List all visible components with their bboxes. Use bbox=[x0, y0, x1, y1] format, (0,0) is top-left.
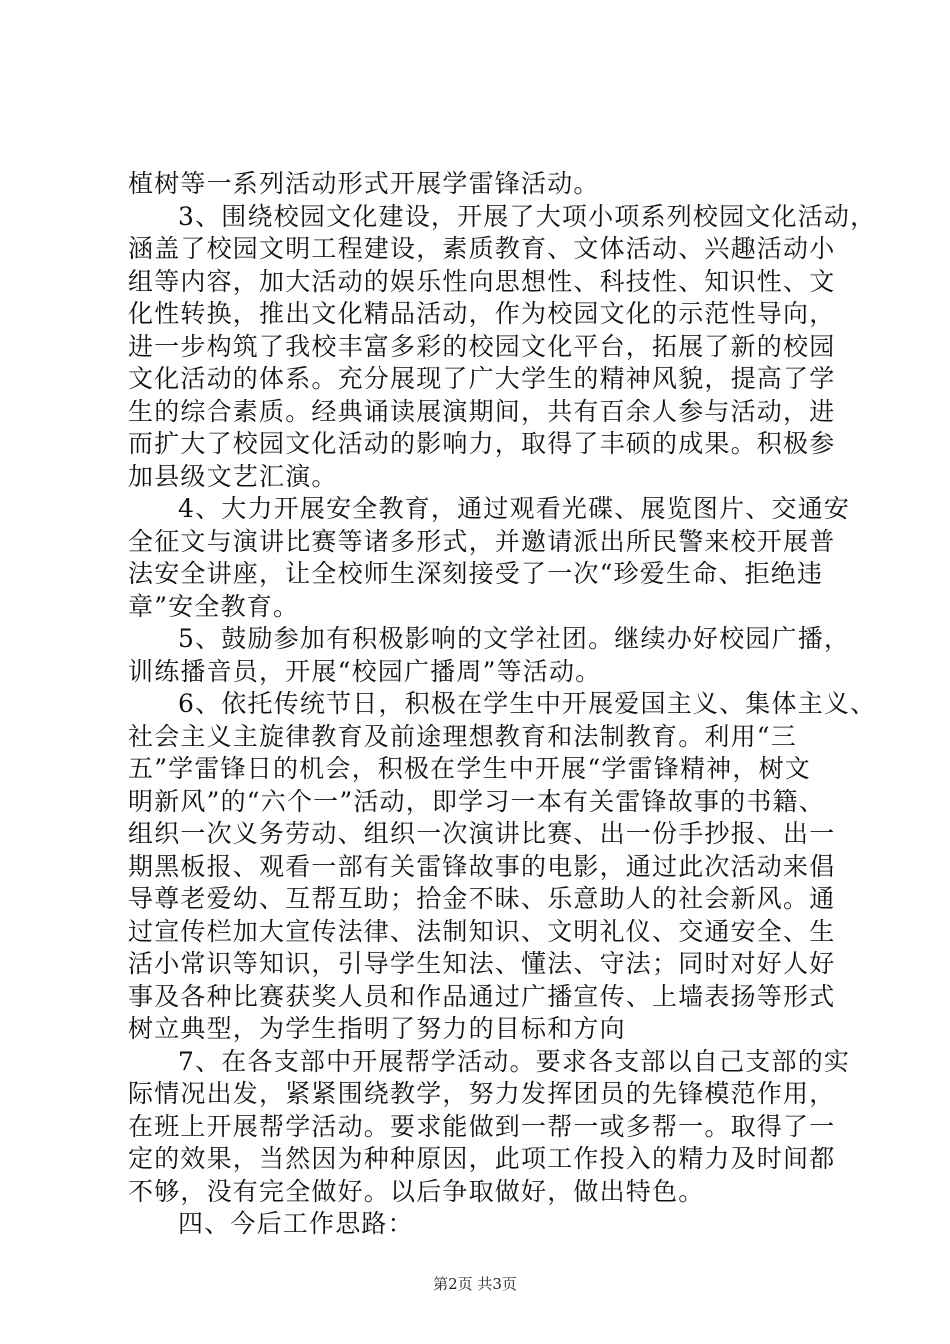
text-line: 期黑板报、观看一部有关雷锋故事的电影，通过此次活动来倡 bbox=[128, 851, 836, 881]
text-line: 生的综合素质。经典诵读展演期间，共有百余人参与活动，进 bbox=[128, 396, 836, 426]
text-line: 组织一次义务劳动、组织一次演讲比赛、出一份手抄报、出一 bbox=[128, 819, 836, 848]
text-line: 五”学雷锋日的机会，积极在学生中开展“学雷锋精神，树文 bbox=[128, 754, 811, 783]
text-line: 涵盖了校园文明工程建设，素质教育、文体活动、兴趣活动小 bbox=[128, 234, 836, 263]
text-line: 树立典型，为学生指明了努力的目标和方向 bbox=[128, 1014, 626, 1043]
text-line: 3、围绕校园文化建设，开展了大项小项系列校园文化活动， bbox=[178, 201, 877, 231]
text-line: 而扩大了校园文化活动的影响力，取得了丰硕的成果。积极参 bbox=[128, 429, 836, 458]
document-body bbox=[128, 168, 877, 1241]
text-line: 四、今后工作思路： bbox=[178, 1209, 414, 1238]
text-line: 进一步构筑了我校丰富多彩的校园文化平台，拓展了新的校园 bbox=[128, 331, 836, 361]
text-line: 训练播音员，开展“校园广播周”等活动。 bbox=[128, 656, 602, 686]
text-line: 组等内容，加大活动的娱乐性向思想性、科技性、知识性、文 bbox=[128, 266, 836, 296]
text-line: 加县级文艺汇演。 bbox=[128, 461, 338, 491]
text-line: 法安全讲座，让全校师生深刻接受了一次“珍爱生命、拒绝违 bbox=[128, 559, 824, 588]
page-footer: 第2页 共3页 bbox=[433, 1275, 517, 1293]
text-line: 6、依托传统节日，积极在学生中开展爱国主义、集体主义、 bbox=[178, 689, 877, 718]
text-line: 导尊老爱幼、互帮互助；拾金不昧、乐意助人的社会新风。通 bbox=[128, 884, 836, 913]
text-line: 文化活动的体系。充分展现了广大学生的精神风貌，提高了学 bbox=[128, 364, 836, 393]
text-line: 4、大力开展安全教育，通过观看光碟、展览图片、交通安 bbox=[178, 494, 851, 523]
text-line: 全征文与演讲比赛等诸多形式，并邀请派出所民警来校开展普 bbox=[128, 526, 836, 556]
text-line: 际情况出发，紧紧围绕教学，努力发挥团员的先锋模范作用， bbox=[128, 1079, 836, 1108]
text-line: 过宣传栏加大宣传法律、法制知识、文明礼仪、交通安全、生 bbox=[128, 916, 836, 946]
text-line: 植树等一系列活动形式开展学雷锋活动。 bbox=[128, 169, 600, 198]
text-line: 7、在各支部中开展帮学活动。要求各支部以自己支部的实 bbox=[178, 1046, 851, 1076]
text-line: 事及各种比赛获奖人员和作品通过广播宣传、上墙表扬等形式 bbox=[128, 981, 836, 1011]
text-line: 在班上开展帮学活动。要求能做到一帮一或多帮一。取得了一 bbox=[128, 1111, 836, 1141]
text-line: 化性转换，推出文化精品活动，作为校园文化的示范性导向， bbox=[128, 299, 836, 328]
text-line: 5、鼓励参加有积极影响的文学社团。继续办好校园广播， bbox=[178, 624, 851, 653]
text-line: 活小常识等知识，引导学生知法、懂法、守法；同时对好人好 bbox=[128, 949, 836, 978]
text-line: 定的效果，当然因为种种原因，此项工作投入的精力及时间都 bbox=[128, 1144, 836, 1173]
text-line: 明新风”的“六个一”活动，即学习一本有关雷锋故事的书籍、 bbox=[128, 786, 825, 816]
text-line: 社会主义主旋律教育及前途理想教育和法制教育。利用“三 bbox=[128, 721, 797, 751]
text-line: 章”安全教育。 bbox=[128, 591, 300, 621]
text-line: 不够，没有完全做好。以后争取做好，做出特色。 bbox=[128, 1176, 705, 1206]
